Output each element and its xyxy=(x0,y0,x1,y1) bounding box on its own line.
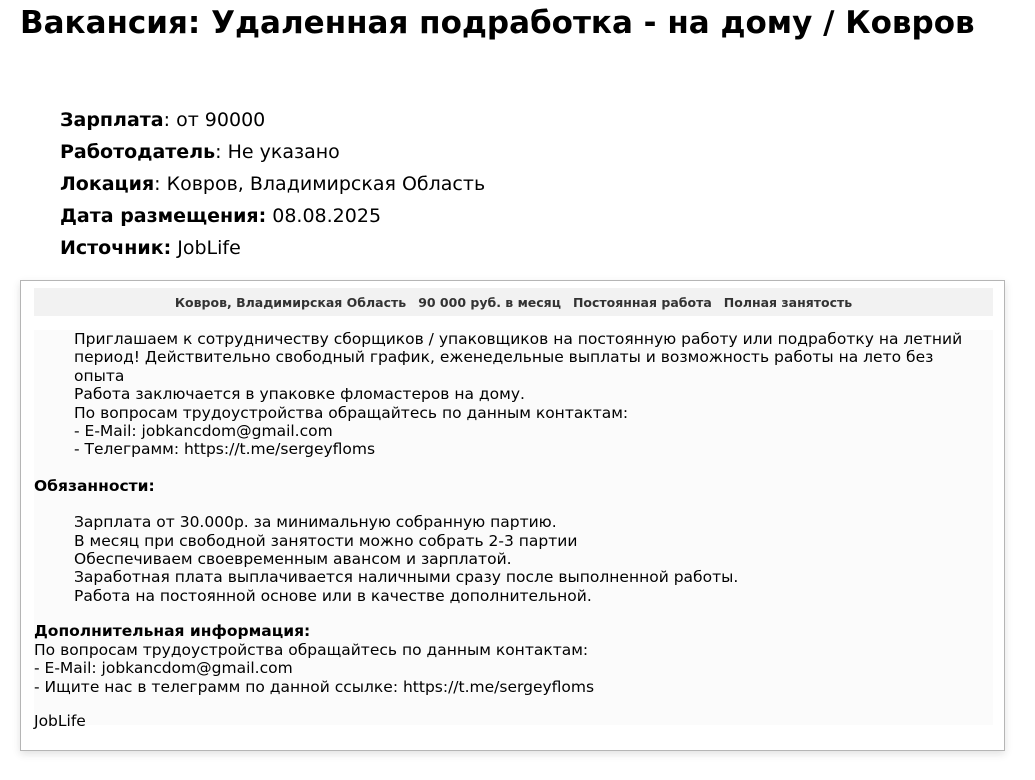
detail-label: Источник: xyxy=(60,237,172,259)
detail-value: 08.08.2025 xyxy=(272,205,382,227)
duties-block xyxy=(34,513,993,605)
vacancy-tags xyxy=(34,288,993,316)
detail-label: Дата размещения: xyxy=(60,205,267,227)
vacancy-description xyxy=(34,330,993,730)
vacancy-card xyxy=(20,280,1005,751)
detail-salary: Зарплата: от 90000 xyxy=(60,109,266,131)
duty-line: Обеспечиваем своевременным авансом и зарплатой. xyxy=(74,550,512,569)
detail-date xyxy=(60,200,485,232)
extra-heading: Дополнительная информация: xyxy=(34,622,311,641)
detail-value: Ковров, Владимирская Область xyxy=(166,173,486,195)
duty-line: В месяц при свободной занятости можно собрать 2-3 партии xyxy=(74,531,578,550)
vacancy-details xyxy=(60,104,485,264)
extra-line: По вопросам трудоустройства обращайтесь по данным контактам: xyxy=(34,640,589,659)
intro-block xyxy=(34,330,993,459)
detail-label: Локация xyxy=(60,173,155,195)
extra-line: - E-Mail: jobkancdom@gmail.com xyxy=(34,659,293,678)
detail-label: Работодатель xyxy=(60,141,216,163)
duty-line: Зарплата от 30.000р. за минимальную собранную партию. xyxy=(74,513,557,532)
intro-line: Приглашаем к сотрудничеству сборщиков / упаковщиков на постоянную работу или подработку на летний период! Действительно свободный график, еженедельные выплаты и возможность работы на лето без опыта xyxy=(74,330,963,385)
extra-block xyxy=(34,622,993,696)
tag-schedule: Полная занятость xyxy=(723,294,853,310)
tag-salary: 90 000 руб. в месяц xyxy=(418,294,561,310)
tag-location: Ковров, Владимирская Область xyxy=(174,294,407,310)
page-title: Вакансия: Удаленная подработка - на дому / Ковров xyxy=(20,5,975,41)
intro-line: По вопросам трудоустройства обращайтесь по данным контактам: xyxy=(74,403,629,422)
detail-label: Зарплата xyxy=(60,109,164,131)
intro-line: - E-Mail: jobkancdom@gmail.com xyxy=(74,422,333,441)
detail-source xyxy=(60,232,485,264)
detail-value: от 90000 xyxy=(176,109,266,131)
duty-line: Работа на постоянной основе или в качестве дополнительной. xyxy=(74,586,592,605)
detail-value: JobLife xyxy=(177,237,241,259)
detail-employer: Работодатель: Не указано xyxy=(60,141,340,163)
tag-employment-type: Постоянная работа xyxy=(572,294,712,310)
source-signature: JobLife xyxy=(34,711,86,730)
detail-location: Локация: Ковров, Владимирская Область xyxy=(60,173,486,195)
intro-line: - Телеграмм: https://t.me/sergeyfloms xyxy=(74,440,376,459)
detail-value: Не указано xyxy=(227,141,340,163)
intro-line: Работа заключается в упаковке фломастеров на дому. xyxy=(74,385,525,404)
duties-heading: Обязанности: xyxy=(34,476,155,495)
duty-line: Заработная плата выплачивается наличными сразу после выполненной работы. xyxy=(74,568,739,587)
extra-line: - Ищите нас в телеграмм по данной ссылке: https://t.me/sergeyfloms xyxy=(34,677,595,696)
